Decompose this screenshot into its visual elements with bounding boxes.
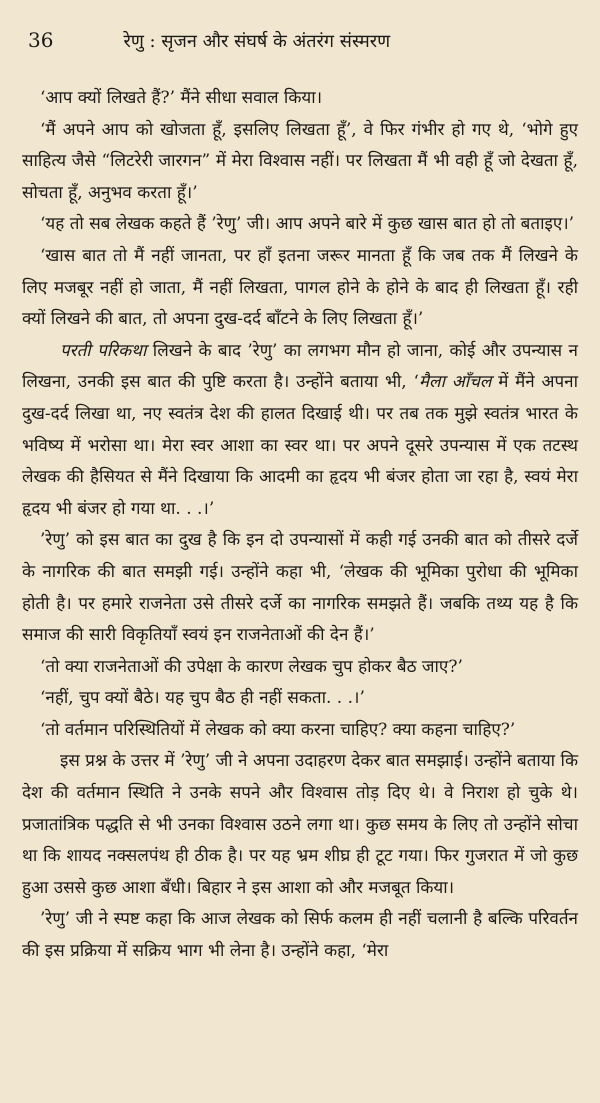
book-title-maila-anchal: मैला आँचल <box>418 372 492 393</box>
paragraph-text: लिखने के बाद ’रेणु’ का लगभग मौन हो जाना, कोई और उपन्यास न लिखना, उनकी इस बात की पुष्टि करता है। उन्होंने बताया भी, ‘ <box>22 340 578 393</box>
paragraph: ’रेणु’ को इस बात का दुख है कि इन दो उपन्यासों में कही गई उनकी बात को तीसरे दर्जे के नागरिक की बात समझी गई। उन्होंने कहा भी, ‘लेखक की भूमिका पुरोधा की भूमिका होती है। पर हमारे राजनेता उसे तीसरे दर्जे का नागरिक समझते हैं। जबकि तथ्य यह है कि समाज की सारी विकृतियाँ स्वयं इन राजनेताओं की देन हैं।’ <box>22 530 578 646</box>
page-number: 36 <box>28 28 54 52</box>
paragraph: ‘तो वर्तमान परिस्थितियों में लेखक को क्या करना चाहिए? क्या कहना चाहिए?’ <box>40 719 516 740</box>
body-text <box>22 83 578 968</box>
paragraph: ’रेणु’ जी ने स्पष्ट कहा कि आज लेखक को सिर्फ कलम ही नहीं चलानी है बल्कि परिवर्तन की इस प्रक्रिया में सक्रिय भाग भी लेना है। उन्होंने कहा, ‘मेरा <box>22 909 578 962</box>
running-title: रेणु : सृजन और संघर्ष के अंतरंग संस्मरण <box>123 31 391 52</box>
paragraph: ‘मैं अपने आप को खोजता हूँ, इसलिए लिखता हूँ’, वे फिर गंभीर हो गए थे, ‘भोगे हुए साहित्य जैसे “लिटरेरी जारगन” में मेरा विश्वास नहीं। पर लिखता मैं भी वही हूँ जो देखता हूँ, सोचता हूँ, अनुभव करता हूँ।’ <box>22 119 578 203</box>
book-title-parti-parikatha: परती परिकथा <box>60 340 147 361</box>
paragraph: ‘नहीं, चुप क्यों बैठे। यह चुप बैठ ही नहीं सकता. . .।’ <box>40 688 365 709</box>
paragraph: इस प्रश्न के उत्तर में ’रेणु’ जी ने अपना उदाहरण देकर बात समझाई। उन्होंने बताया कि देश की वर्तमान स्थिति ने उनके सपने और विश्वास तोड़ दिए थे। वे निराश हो चुके थे। प्रजातांत्रिक पद्धति से भी उनका विश्वास उठने लगा था। कुछ समय के लिए तो उन्होंने सोचा था कि शायद नक्सलपंथ ही ठीक है। पर यह भ्रम शीघ्र ही टूट गया। फिर गुजरात में जो कुछ हुआ उससे कुछ आशा बँधी। बिहार ने इस आशा को और मजबूत किया। <box>22 751 578 898</box>
page-header <box>22 28 578 53</box>
paragraph: ‘आप क्यों लिखते हैं?’ मैंने सीधा सवाल किया। <box>40 88 323 108</box>
paragraph-text: में मैंने अपना दुख-दर्द लिखा था, नए स्वतंत्र देश की हालत दिखाई थी। पर तब तक मुझे स्वतंत्र भारत के भविष्य में भरोसा था। मेरा स्वर आशा का स्वर था। पर अपने दूसरे उपन्यास में एक तटस्थ लेखक की हैसियत से मैंने दिखाया कि आदमी का हृदय भी बंजर होता जा रहा है, स्वयं मेरा हृदय भी बंजर हो गया था. . .।’ <box>22 372 578 519</box>
paragraph: ‘खास बात तो मैं नहीं जानता, पर हाँ इतना जरूर मानता हूँ कि जब तक मैं लिखने के लिए मजबूर नहीं हो जाता, मैं नहीं लिखता, पागल होने के होने के बाद ही लिखता हूँ। रही क्यों लिखने की बात, तो अपना दुख-दर्द बाँटने के लिए लिखता हूँ।’ <box>22 245 578 330</box>
paragraph: ‘यह तो सब लेखक कहते हैं ’रेणु’ जी। आप अपने बारे में कुछ खास बात हो तो बताइए।’ <box>40 214 575 235</box>
paragraph: ‘तो क्या राजनेताओं की उपेक्षा के कारण लेखक चुप होकर बैठ जाए?’ <box>40 656 463 677</box>
paragraph <box>22 336 578 526</box>
